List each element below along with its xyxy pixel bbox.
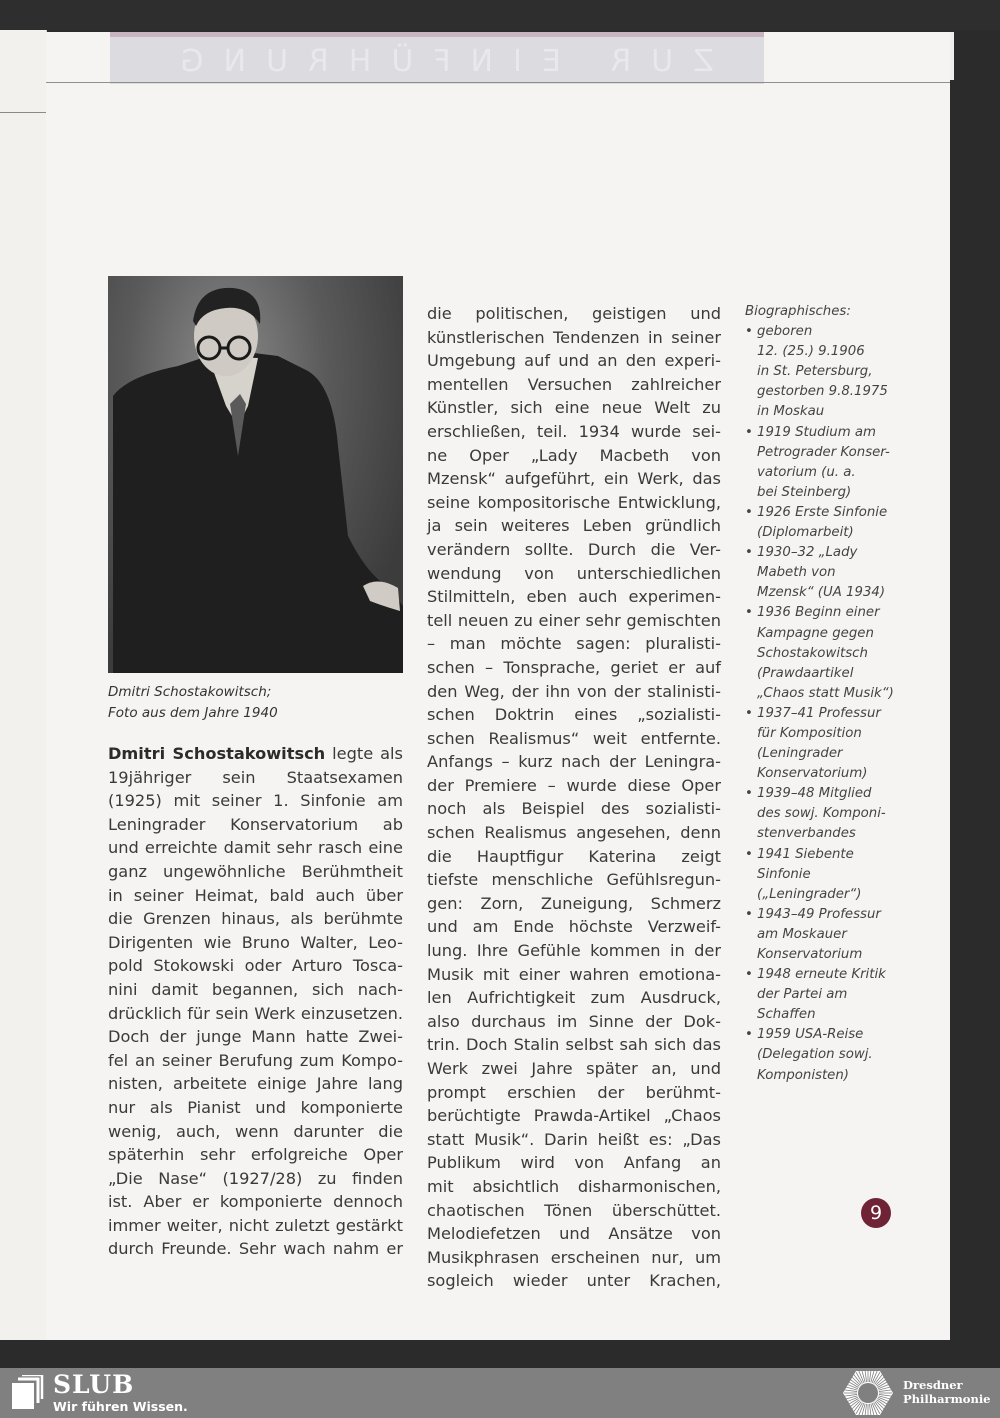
- biography-line: Komponisten): [757, 1067, 849, 1083]
- text-line: Melodiefetzen und Ansätze von: [427, 1224, 721, 1244]
- text-line: chaotischen Tönen überschüttet.: [427, 1200, 721, 1220]
- bullet-icon: •: [745, 504, 753, 520]
- biography-line: Konservatorium): [757, 766, 868, 782]
- text-line: ja sein weiteres Leben gründlich: [427, 516, 721, 536]
- document-page: [46, 32, 950, 1340]
- text-line: 19jähriger sein Staatsexamen: [108, 767, 403, 787]
- biography-line: 1926 Erste Sinfonie: [757, 504, 888, 520]
- slub-logo-icon: [12, 1375, 44, 1409]
- biography-sidebar: [745, 302, 905, 1086]
- text-line: durch Freunde. Sehr wach nahm er: [108, 1239, 403, 1259]
- biography-line: am Moskauer: [757, 926, 847, 942]
- facing-page-edge: [0, 30, 47, 1340]
- text-line: Werk zwei Jahre später an, und: [427, 1059, 721, 1078]
- biography-line: bei Steinberg): [757, 484, 852, 500]
- text-line: wenig, auch, wenn darunter die: [108, 1121, 403, 1141]
- biography-line: Schaffen: [757, 1007, 816, 1023]
- text-line: Leningrader Konservatorium ab: [108, 814, 403, 834]
- biography-line: stenverbandes: [757, 826, 856, 842]
- text-line: der Premiere – wurde diese Oper: [427, 775, 721, 795]
- text-fragment: legte als: [325, 744, 403, 763]
- bullet-icon: •: [745, 786, 753, 802]
- biography-item: [745, 503, 905, 543]
- text-line: Mzensk“ aufgeführt, ein Werk, das: [427, 469, 721, 489]
- bullet-icon: •: [745, 906, 753, 922]
- biography-line: Sinfonie: [757, 866, 811, 882]
- bullet-icon: •: [745, 424, 753, 440]
- text-line: schen Realismus angesehen, denn: [427, 823, 721, 843]
- biography-line: Petrograder Konser-: [757, 444, 890, 460]
- text-line: Künstler, sich eine neue Welt zu: [427, 398, 721, 418]
- text-line: – man möchte sagen: pluralisti-: [427, 634, 721, 654]
- page-number-badge: 9: [861, 1198, 891, 1228]
- text-line: berüchtigte Prawda-Artikel „Chaos: [427, 1106, 721, 1126]
- text-line: trin. Doch Stalin selbst sah sich das: [427, 1035, 721, 1055]
- text-line: also durchaus im Sinne der Dok-: [427, 1011, 721, 1031]
- biography-item: [745, 423, 905, 503]
- text-line: mit absichtlich disharmonischen,: [427, 1176, 721, 1196]
- article-column-left: [108, 742, 403, 1261]
- logo-center: [858, 1383, 878, 1403]
- text-line: nur als Pianist und komponierte: [108, 1097, 403, 1117]
- biography-item: [745, 965, 905, 1025]
- text-line: wendung von unterschiedlichen: [427, 563, 721, 583]
- text-line: [108, 742, 403, 766]
- text-line: künstlerischen Tendenzen in seiner: [427, 327, 721, 347]
- text-line: lung. Ihre Gefühle kommen in der: [427, 941, 721, 961]
- biography-item: [745, 603, 905, 703]
- biography-line: Schostakowitsch: [757, 645, 868, 661]
- text-line: Umgebung auf und an den experi-: [427, 351, 721, 371]
- biography-line: 1943–49 Professur: [757, 906, 881, 922]
- text-line: nini damit begannen, sich nach-: [108, 979, 403, 999]
- slub-logo-tagline: Wir führen Wissen.: [53, 1399, 188, 1414]
- text-line: Anfangs – kurz nach der Leningra-: [427, 752, 721, 772]
- biography-line: 1939–48 Mitglied: [757, 786, 872, 802]
- lead-name: Dmitri Schostakowitsch: [108, 744, 326, 763]
- text-line: die Grenzen hinaus, als berühmte: [108, 909, 403, 929]
- slub-logo-title: SLUB: [53, 1370, 135, 1399]
- biography-line: (Diplomarbeit): [757, 525, 854, 541]
- text-line: tiefste menschliche Gefühlsregun-: [427, 870, 721, 890]
- header-rule: [46, 82, 950, 83]
- footer-bar: [0, 1368, 1000, 1418]
- biography-line: Mabeth von: [757, 565, 836, 581]
- sidebar-heading: Biographisches:: [745, 304, 851, 319]
- text-line: statt Musik“. Darin heißt es: „Das: [427, 1129, 721, 1149]
- bullet-icon: •: [745, 705, 753, 721]
- bullet-icon: •: [745, 967, 753, 983]
- dresdner-philharmonie-wordmark: [903, 1378, 991, 1406]
- photo-caption: [108, 682, 408, 724]
- bullet-icon: •: [745, 846, 753, 862]
- biography-item: [745, 543, 905, 603]
- portrait-photo: [108, 276, 403, 673]
- biography-item: [745, 905, 905, 965]
- text-line: tell neuen zu einer sehr gemischten: [427, 610, 721, 630]
- text-line: ne Oper „Lady Macbeth von: [427, 445, 721, 465]
- text-line: schen – Tonsprache, geriet er auf: [427, 657, 721, 677]
- facing-page-rule: [0, 112, 46, 113]
- biography-item: [745, 845, 905, 905]
- biography-item: [745, 322, 905, 422]
- text-line: drücklich für sein Werk einzusetzen.: [108, 1003, 403, 1023]
- article-column-middle: [427, 302, 721, 1293]
- text-line: schen Doktrin eines „sozialisti-: [427, 705, 721, 725]
- biography-line: in St. Petersburg,: [757, 364, 873, 380]
- text-line: pold Stokowski oder Arturo Tosca-: [108, 956, 403, 976]
- section-banner: [110, 32, 764, 84]
- text-line: len Aufrichtigkeit zum Ausdruck,: [427, 988, 721, 1008]
- text-line: Musikphrasen erscheinen nur, um: [427, 1247, 721, 1267]
- scan-backdrop: [0, 0, 1000, 30]
- text-line: in seiner Heimat, bald auch über: [108, 885, 403, 905]
- biography-line: der Partei am: [757, 987, 848, 1003]
- biography-line: 1919 Studium am: [757, 424, 876, 440]
- wordmark-line: Philharmonie: [903, 1392, 991, 1406]
- text-line: schen Realismus“ weit entfernte.: [427, 728, 721, 748]
- biography-line: (Leningrader: [757, 746, 843, 762]
- biography-line: für Komposition: [757, 725, 862, 741]
- biography-line: („Leningrader“): [757, 886, 862, 902]
- text-line: erschließen, teil. 1934 wurde sei-: [427, 421, 721, 441]
- biography-line: gestorben 9.8.1975: [757, 384, 888, 400]
- biography-line: geboren: [757, 324, 813, 340]
- dresdner-philharmonie-logo-icon: [842, 1369, 894, 1417]
- page-tab: [950, 32, 954, 80]
- biography-line: Kampagne gegen: [757, 625, 874, 641]
- text-line: seine kompositorische Entwicklung,: [427, 492, 721, 512]
- text-line: Doch der junge Mann hatte Zwei-: [108, 1027, 403, 1047]
- biography-line: 1936 Beginn einer: [757, 605, 880, 621]
- text-line: fel an seiner Berufung zum Kompo-: [108, 1050, 403, 1070]
- text-line: den Weg, der ihn von der stalinisti-: [427, 681, 721, 701]
- text-line: mentellen Versuchen zahlreicher: [427, 374, 721, 394]
- bullet-icon: •: [745, 545, 753, 561]
- biography-line: des sowj. Komponi-: [757, 806, 886, 822]
- text-line: die politischen, geistigen und: [427, 304, 721, 323]
- biography-line: 1930–32 „Lady: [757, 545, 858, 561]
- text-line: verändern sollte. Durch die Ver-: [427, 539, 721, 559]
- text-line: „Die Nase“ (1927/28) zu finden: [108, 1168, 403, 1188]
- text-line: und am Ende höchste Verzweif-: [427, 917, 721, 937]
- text-line: und erreichte damit sehr rasch eine: [108, 838, 403, 858]
- text-line: späterhin sehr erfolgreiche Oper: [108, 1145, 403, 1165]
- text-line: die Hauptfigur Katerina zeigt: [427, 846, 721, 866]
- bullet-icon: •: [745, 324, 753, 340]
- biography-list: [745, 322, 905, 1086]
- text-line: Dirigenten wie Bruno Walter, Leo-: [108, 932, 403, 952]
- biography-line: 1941 Siebente: [757, 846, 854, 862]
- biography-line: „Chaos statt Musik“): [757, 685, 894, 701]
- biography-line: in Moskau: [757, 404, 825, 420]
- text-line: ist. Aber er komponierte dennoch: [108, 1192, 403, 1212]
- biography-line: 1959 USA-Reise: [757, 1027, 864, 1043]
- text-line: nisten, arbeitete einige Jahre lang: [108, 1074, 403, 1094]
- biography-item: [745, 1025, 905, 1085]
- text-line: Musik mit einer wahren emotiona-: [427, 964, 721, 984]
- portrait-illustration: [108, 276, 403, 673]
- banner-title: ZUR EINFÜHRUNG: [160, 44, 714, 79]
- text-line: prompt erschien der berühmt-: [427, 1082, 721, 1102]
- text-line: noch als Beispiel des sozialisti-: [427, 799, 721, 819]
- text-line: Publikum wird von Anfang an: [427, 1153, 721, 1173]
- biography-line: Konservatorium: [757, 947, 863, 962]
- text-line: sogleich wieder unter Krachen,: [427, 1271, 721, 1291]
- caption-line: Dmitri Schostakowitsch;: [108, 684, 272, 700]
- caption-line: Foto aus dem Jahre 1940: [108, 705, 278, 721]
- bullet-icon: •: [745, 605, 753, 621]
- biography-item: [745, 784, 905, 844]
- wordmark-line: Dresdner: [903, 1378, 963, 1392]
- text-line: Stilmitteln, eben auch experimen-: [427, 587, 721, 607]
- biography-line: (Delegation sowj.: [757, 1047, 873, 1063]
- biography-line: vatorium (u. a.: [757, 464, 856, 480]
- banner-stripe: [110, 32, 764, 37]
- text-line: gen: Zorn, Zuneigung, Schmerz: [427, 893, 721, 913]
- biography-line: Mzensk“ (UA 1934): [757, 585, 886, 601]
- bullet-icon: •: [745, 1027, 753, 1043]
- biography-line: (Prawdaartikel: [757, 665, 854, 681]
- biography-line: 12. (25.) 9.1906: [757, 344, 865, 360]
- text-line: immer weiter, nicht zuletzt gestärkt: [108, 1215, 403, 1235]
- biography-line: 1937–41 Professur: [757, 705, 881, 721]
- text-line: ganz ungewöhnliche Berühmtheit: [108, 861, 403, 881]
- biography-line: 1948 erneute Kritik: [757, 967, 886, 983]
- biography-item: [745, 704, 905, 784]
- text-line: (1925) mit seiner 1. Sinfonie am: [108, 791, 403, 811]
